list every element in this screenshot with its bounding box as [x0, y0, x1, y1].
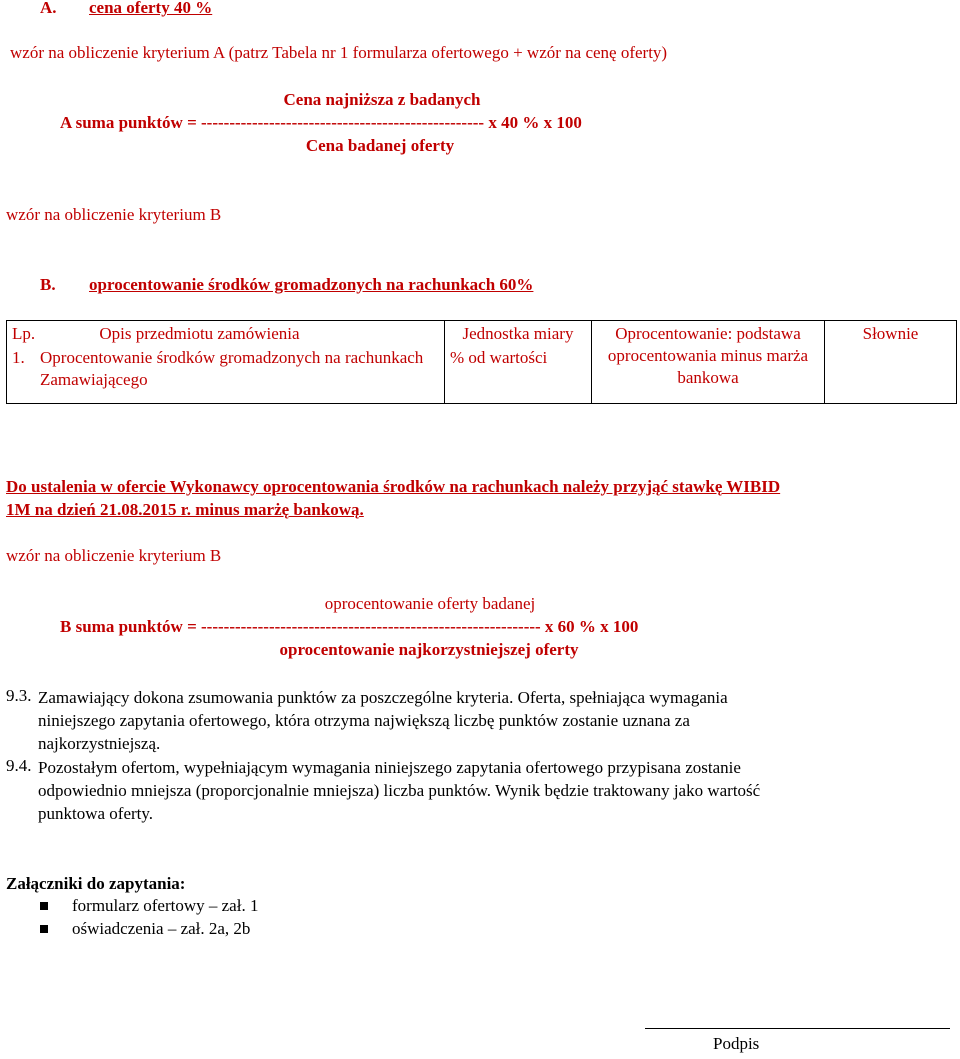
header-lp: Lp. — [12, 324, 36, 343]
formula-a-line: A suma punktów = -------------------------------------------------- x 40 % x 100 — [60, 113, 582, 132]
bullet-square-icon — [40, 925, 48, 933]
criterion-a-intro: wzór na obliczenie kryterium A (patrz Tabela nr 1 formularza ofertowego + wzór na cenę oferty) — [10, 43, 668, 62]
section-b-title: oprocentowanie środków gromadzonych na rachunkach 60% — [89, 275, 534, 294]
wibid-note-line-1: Do ustalenia w ofercie Wykonawcy oprocentowania środków na rachunkach należy przyjąć stawkę WIBID — [6, 477, 781, 496]
table-header-row — [7, 321, 957, 348]
criterion-b-intro-2: wzór na obliczenie kryterium B — [6, 546, 222, 565]
formula-a-denominator: Cena badanej oferty — [305, 136, 455, 155]
row-unit: % od wartości — [445, 347, 592, 404]
point-9-4-line: odpowiednio mniejsza (proporcjonalnie mniejsza) liczba punktów. Wynik będzie traktowany jako wartość — [38, 781, 761, 800]
signature-line — [645, 1028, 950, 1029]
section-b-letter: B. — [40, 275, 56, 294]
point-9-4-text — [38, 756, 948, 825]
point-9-3-line: Zamawiający dokona zsumowania punktów za poszczególne kryteria. Oferta, spełniająca wymagania — [38, 688, 728, 707]
attachment-item: oświadczenia – zał. 2a, 2b — [72, 919, 251, 938]
row-lp: 1. — [12, 348, 25, 367]
criterion-b-intro: wzór na obliczenie kryterium B — [6, 205, 222, 224]
header-description: Opis przedmiotu zamówienia — [99, 324, 300, 343]
point-9-4-number: 9.4. — [6, 756, 32, 775]
section-a-letter: A. — [40, 0, 57, 17]
formula-b-denominator: oprocentowanie najkorzystniejszej oferty — [279, 640, 579, 659]
table-cell — [7, 321, 445, 348]
signature-label: Podpis — [713, 1034, 760, 1053]
point-9-4-line: punktowa oferty. — [38, 804, 154, 823]
section-a-title: cena oferty 40 % — [89, 0, 213, 17]
row-description: Oprocentowanie środków gromadzonych na rachunkach Zamawiającego — [40, 348, 424, 389]
formula-b-line: B suma punktów = ------------------------------------------------------------ x 60 % x 100 — [60, 617, 639, 636]
point-9-3-text — [38, 686, 948, 755]
formula-a-numerator: Cena najniższa z badanych — [283, 90, 481, 109]
attachment-item: formularz ofertowy – zał. 1 — [72, 896, 259, 915]
criteria-table — [6, 320, 957, 404]
header-unit: Jednostka miary — [445, 321, 592, 348]
wibid-note-line-2: 1M na dzień 21.08.2015 r. minus marżę bankową. — [6, 500, 364, 519]
bullet-square-icon — [40, 902, 48, 910]
point-9-3-line: najkorzystniejszą. — [38, 734, 161, 753]
attachments-heading: Załączniki do zapytania: — [6, 874, 186, 893]
point-9-4-line: Pozostałym ofertom, wypełniającym wymagania niniejszego zapytania ofertowego przypisana zostanie — [38, 758, 741, 777]
table-cell — [7, 347, 445, 404]
formula-b-numerator: oprocentowanie oferty badanej — [324, 594, 536, 613]
header-in-words: Słownie — [825, 321, 957, 404]
point-9-3-line: niniejszego zapytania ofertowego, która otrzyma największą liczbę punktów zostanie uznana za — [38, 711, 690, 730]
header-rate: Oprocentowanie: podstawa oprocentowania minus marża bankowa — [592, 321, 825, 404]
point-9-3-number: 9.3. — [6, 686, 32, 705]
